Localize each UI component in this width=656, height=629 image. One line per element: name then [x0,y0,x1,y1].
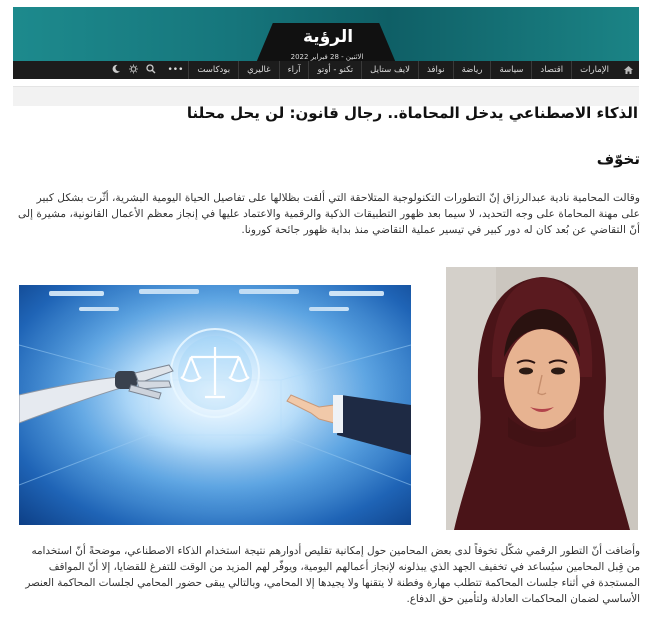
nav-item-podcast[interactable]: بودكاست [188,61,238,79]
site-logo[interactable]: الرؤية [303,27,354,47]
main-nav [13,61,639,79]
nav-separator [13,86,639,106]
article-paragraph-1: وقالت المحامية نادية عبدالرزاق إنّ التطورات التكنولوجية المتلاحقة التي ألقت بظلالها على تفاصيل الحياة اليومية البشرية، أثّرت بشكل كبير على مهنة المحاماة على وجه التحديد، لا سيما بعد ظهور التطبيقات الذكية والرقمية والاعتماد عليها في إنجاز معظم الأعمال القانونية، مشيرة إلى أنّ التقاضي عن بُعد كان له دور كبير في تيسير عملية التقاضي منذ بداية ظهور جائحة كورونا. [18,192,640,236]
article-subhead: تخوّف [596,150,640,168]
nav-item-politics[interactable]: سياسة [490,61,531,79]
nav-item-emirates[interactable]: الإمارات [571,61,617,79]
lawyer-portrait-image [446,267,638,530]
ai-justice-image [19,285,411,525]
article-headline: الذكاء الاصطناعي يدخل المحاماة.. رجال قانون: لن يحل محلنا [186,104,638,122]
nav-item-economy[interactable]: اقتصاد [531,61,571,79]
moon-icon[interactable] [111,64,121,77]
nav-item-sports[interactable]: رياضة [453,61,491,79]
weather-icon[interactable] [128,64,139,77]
home-icon[interactable] [617,61,639,79]
search-icon[interactable] [146,64,156,77]
nav-item-windows[interactable]: نوافذ [418,61,453,79]
nav-item-lifestyle[interactable]: لايف ستايل [361,61,418,79]
nav-item-tech-auto[interactable]: تكنو - أوتو [308,61,361,79]
article-paragraph-2: وأضافت أنّ التطور الرقمي شكّل تخوفاً لدى بعض المحامين حول إمكانية تقليص أدوارهم نتيجة استخدام الذكاء الاصطناعي، موضحةً أنّ استخدامه من قِبل المحامين سيُساعد في تخفيف الجهد الذي يبذلونه لإنجاز أعمالهم اليومية، ويوفّر لهم المزيد من الوقت للتفرغ للقضايا، إلا أنّ المواقف المستجدة في أثناء جلسات المحاكمة تتطلب مهارة وفطنة لا يتقنها ولا يجيدها إلا المحامي، وبالتالي يبقى حضور المحامي لجلسات المحاكمة العنصر الأساسي لضمان المحاكمات العادلة ولتأمين حق الدفاع. [25,545,640,605]
nav-item-opinions[interactable]: آراء [279,61,309,79]
header-date: الاثنين - 28 فبراير 2022 [290,53,364,61]
nav-more-button[interactable]: ••• [167,65,184,75]
nav-icons [105,64,162,77]
site-banner [13,7,639,61]
nav-item-gallery[interactable]: غاليري [238,61,279,79]
